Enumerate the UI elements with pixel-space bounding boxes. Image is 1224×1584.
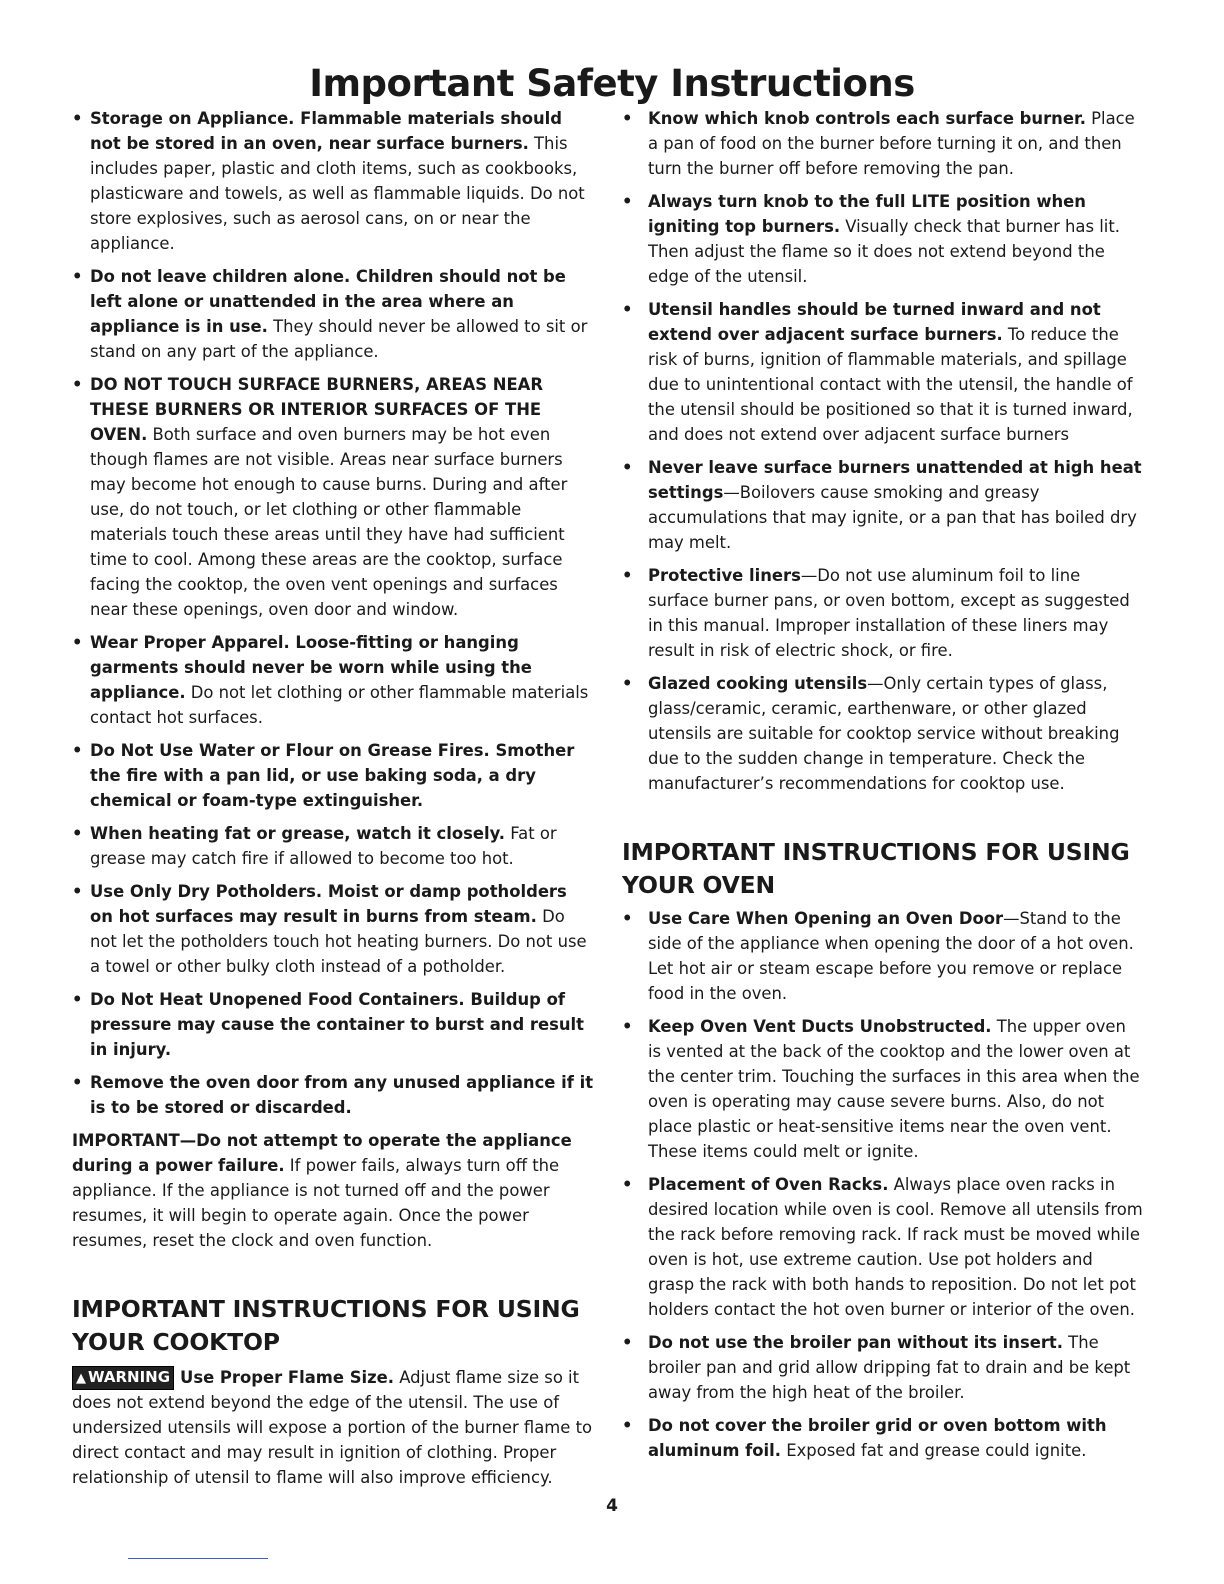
cooktop-section-heading: IMPORTANT INSTRUCTIONS FOR USING YOUR COOKTOP [72,1295,580,1356]
warning-label: WARNING [88,1368,171,1386]
item-lead: Use Care When Opening an Oven Door [648,909,1004,928]
item-text: Always place oven racks in desired location while oven is cool. Remove all utensils from the rack before removing rack. If rack must be moved while oven is hot, use extreme caution. Use pot holders and grasp the rack with both hands to reposition. Do not let pot holders contact the hot oven burner or interior of the oven. [648,1175,1143,1319]
item-lead: Remove the oven door from any unused appliance if it is to be stored or discarded. [90,1073,594,1117]
item-lead: Do not leave children alone. Children should not be left alone or unattended in the area where an appliance is in use. [90,267,566,336]
list-item [72,738,594,813]
item-text: Exposed fat and grease could ignite. [781,1441,1087,1460]
list-item [622,1413,1144,1463]
list-item [72,372,594,622]
item-lead: Know which knob controls each surface burner. [648,109,1086,128]
item-text: —Boilovers cause smoking and greasy accumulations that may ignite, or a pan that has boiled dry may melt. [648,483,1137,552]
item-text: Do not let the potholders touch hot heating burners. Do not use a towel or other bulky cloth instead of a potholder. [90,907,587,976]
list-item [72,821,594,871]
list-item [72,630,594,730]
item-lead: Never leave surface burners unattended at high heat settings [648,458,1142,502]
important-note [72,1128,594,1253]
list-item [622,297,1144,447]
important-text: If power fails, always turn off the appliance. If the appliance is not turned off and the power resumes, it will begin to operate again. Once the power resumes, reset the clock and oven function. [72,1156,560,1250]
item-lead: When heating fat or grease, watch it closely. [90,824,506,843]
item-lead: Placement of Oven Racks. [648,1175,889,1194]
page-number: 4 [606,1496,618,1516]
item-lead: Do Not Use Water or Flour on Grease Fires. Smother the fire with a pan lid, or use baking soda, a dry chemical or foam-type extinguisher. [90,741,575,810]
right-column [622,106,1144,1471]
item-text: Both surface and oven burners may be hot even though flames are not visible. Areas near surface burners may become hot enough to cause burns. During and after use, do not touch, or let clothing or other flammable materials touch these areas until they have had sufficient time to cool. Among these areas are the cooktop, surface facing the cooktop, the oven vent openings and surfaces near these openings, oven door and window. [90,425,568,619]
list-item [72,987,594,1062]
item-text: The broiler pan and grid allow dripping fat to drain and be kept away from the high heat of the broiler. [648,1333,1131,1402]
item-text: Visually check that burner has lit. Then adjust the flame so it does not extend beyond the edge of the utensil. [648,217,1120,286]
item-lead: Protective liners [648,566,801,585]
list-item [72,106,594,256]
list-item [622,455,1144,555]
list-item [72,1070,594,1120]
left-column [72,106,594,1498]
warning-lead: Use Proper Flame Size. [180,1368,394,1387]
item-lead: Use Only Dry Potholders. Moist or damp potholders on hot surfaces may result in burns from steam. [90,882,567,926]
item-lead: Keep Oven Vent Ducts Unobstructed. [648,1017,992,1036]
list-item [622,189,1144,289]
important-lead: IMPORTANT—Do not attempt to operate the appliance during a power failure. [72,1131,572,1175]
oven-section-heading: IMPORTANT INSTRUCTIONS FOR USING YOUR OVEN [622,838,1130,899]
list-item [72,879,594,979]
item-text: This includes paper, plastic and cloth items, such as cookbooks, plasticware and towels, as well as flammable liquids. Do not store explosives, such as aerosol cans, on or near the appliance. [90,134,585,253]
item-text: Fat or grease may catch fire if allowed to become too hot. [90,824,557,868]
item-text: The upper oven is vented at the back of the cooktop and the lower oven at the center trim. Touching the surfaces in this area when the oven is operating may cause severe burns. Also, do not place plastic or heat-sensitive items near the oven vent. These items could melt or ignite. [648,1017,1140,1161]
item-lead: DO NOT TOUCH SURFACE BURNERS, AREAS NEAR THESE BURNERS OR INTERIOR SURFACES OF THE OVEN. [90,375,543,444]
list-item [622,1172,1144,1322]
item-lead: Wear Proper Apparel. Loose-fitting or hanging garments should never be worn while using the appliance. [90,633,532,702]
item-text: Place a pan of food on the burner before turning it on, and then turn the burner off before removing the pan. [648,109,1135,178]
list-item [72,264,594,364]
item-lead: Do not cover the broiler grid or oven bottom with aluminum foil. [648,1416,1107,1460]
warning-paragraph [72,1365,594,1490]
list-item [622,563,1144,663]
item-text: To reduce the risk of burns, ignition of flammable materials, and spillage due to unintentional contact with the utensil, the handle of the utensil should be positioned so that it is turned inward, and does not extend over adjacent surface burners [648,325,1133,444]
item-text: —Stand to the side of the appliance when opening the door of a hot oven. Let hot air or steam escape before you remove or replace food in the oven. [648,909,1134,1003]
warning-text: Adjust flame size so it does not extend beyond the edge of the utensil. The use of undersized utensils will expose a portion of the burner flame to direct contact and may result in ignition of clothing. Proper relationship of utensil to flame will also improve efficiency. [72,1368,593,1487]
item-text: Do not let clothing or other flammable materials contact hot surfaces. [90,683,589,727]
item-lead: Glazed cooking utensils [648,674,868,693]
warning-badge [72,1366,174,1390]
list-item [622,1014,1144,1164]
list-item [622,906,1144,1006]
item-lead: Do not use the broiler pan without its insert. [648,1333,1063,1352]
warning-triangle-icon: ▲ [76,1371,86,1386]
item-lead: Always turn knob to the full LITE position when igniting top burners. [648,192,1086,236]
footer-rule [128,1558,268,1559]
page-title: Important Safety Instructions [309,62,915,105]
item-text: —Do not use aluminum foil to line surface burner pans, or oven bottom, except as suggested in this manual. Improper installation of these liners may result in risk of electric shock, or fire. [648,566,1130,660]
item-lead: Storage on Appliance. Flammable materials should not be stored in an oven, near surface burners. [90,109,563,153]
item-lead: Utensil handles should be turned inward and not extend over adjacent surface burners. [648,300,1101,344]
list-item [622,671,1144,796]
list-item [622,1330,1144,1405]
list-item [622,106,1144,181]
item-text: —Only certain types of glass, glass/ceramic, ceramic, earthenware, or other glazed utensils are suitable for cooktop service without breaking due to the sudden change in temperature. Check the manufacturer’s recommendations for cooktop use. [648,674,1120,793]
item-lead: Do Not Heat Unopened Food Containers. Buildup of pressure may cause the container to burst and result in injury. [90,990,584,1059]
item-text: They should never be allowed to sit or stand on any part of the appliance. [90,317,588,361]
